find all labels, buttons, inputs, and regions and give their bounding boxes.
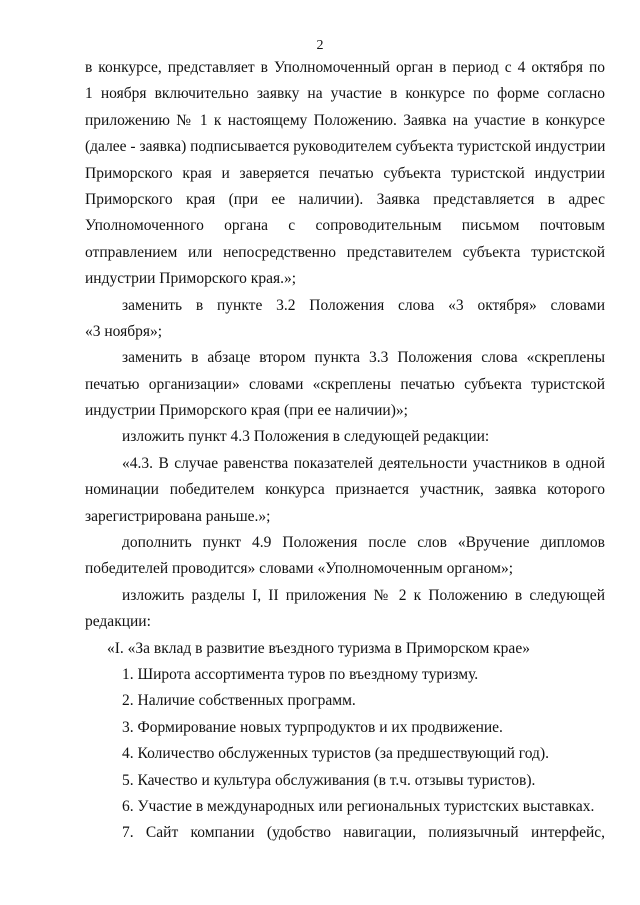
text-line: 1 ноября включительно заявку на участие в конкурсе по форме согласно <box>85 85 605 103</box>
text-line: победителей проводится» словами «Уполномоченным органом»; <box>85 560 514 578</box>
document-body <box>85 55 605 847</box>
text-line: в конкурсе, представляет в Уполномоченный орган в период с 4 октября по <box>85 59 605 76</box>
page-number: 2 <box>316 38 324 53</box>
text-line: заменить в абзаце втором пункта 3.3 Положения слова «скреплены <box>122 349 605 367</box>
text-line: «4.3. В случае равенства показателей деятельности участников в одной <box>122 454 605 472</box>
text-line: изложить разделы I, II приложения № 2 к Положению в следующей <box>122 586 605 604</box>
list-item: 6. Участие в международных или региональных туристских выставках. <box>122 797 595 815</box>
text-line: индустрии Приморского края.»; <box>85 270 297 288</box>
text-line: отправлением или непосредственно представителем субъекта туристской <box>85 243 605 261</box>
list-item: 1. Широта ассортимента туров по въездному туризму. <box>122 665 479 683</box>
text-line: печатью организации» словами «скреплены печатью субъекта туристской <box>85 375 605 393</box>
text-line: индустрии Приморского края (при ее наличии)»; <box>85 402 408 420</box>
text-line: Приморского края (при ее наличии). Заявка представляется в адрес <box>85 190 605 208</box>
text-line: дополнить пункт 4.9 Положения после слов «Вручение дипломов <box>122 534 605 552</box>
text-line: номинации победителем конкурса признается участник, заявка которого <box>85 481 605 499</box>
text-line: приложению № 1 к настоящему Положению. Заявка на участие в конкурсе <box>85 111 605 129</box>
list-item: 3. Формирование новых турпродуктов и их продвижение. <box>122 718 503 736</box>
text-line: заменить в пункте 3.2 Положения слова «3 октября» словами <box>122 296 605 314</box>
text-line: Приморского края и заверяется печатью субъекта туристской индустрии <box>85 164 605 182</box>
list-item: 4. Количество обслуженных туристов (за предшествующий год). <box>122 745 549 763</box>
list-item: 7. Сайт компании (удобство навигации, полиязычный интерфейс, <box>122 824 605 842</box>
text-line: (далее - заявка) подписывается руководителем субъекта туристской индустрии <box>85 138 605 156</box>
text-line: «I. «За вклад в развитие въездного туризма в Приморском крае» <box>107 639 530 657</box>
text-line: редакции: <box>85 613 151 631</box>
text-line: изложить пункт 4.3 Положения в следующей редакции: <box>122 428 490 446</box>
text-line: Уполномоченного органа с сопроводительным письмом почтовым <box>85 217 605 235</box>
list-item: 5. Качество и культура обслуживания (в т.ч. отзывы туристов). <box>122 771 536 789</box>
text-line: «3 ноября»; <box>85 322 163 340</box>
list-item: 2. Наличие собственных программ. <box>122 692 356 710</box>
text-line: зарегистрирована раньше.»; <box>85 507 271 525</box>
